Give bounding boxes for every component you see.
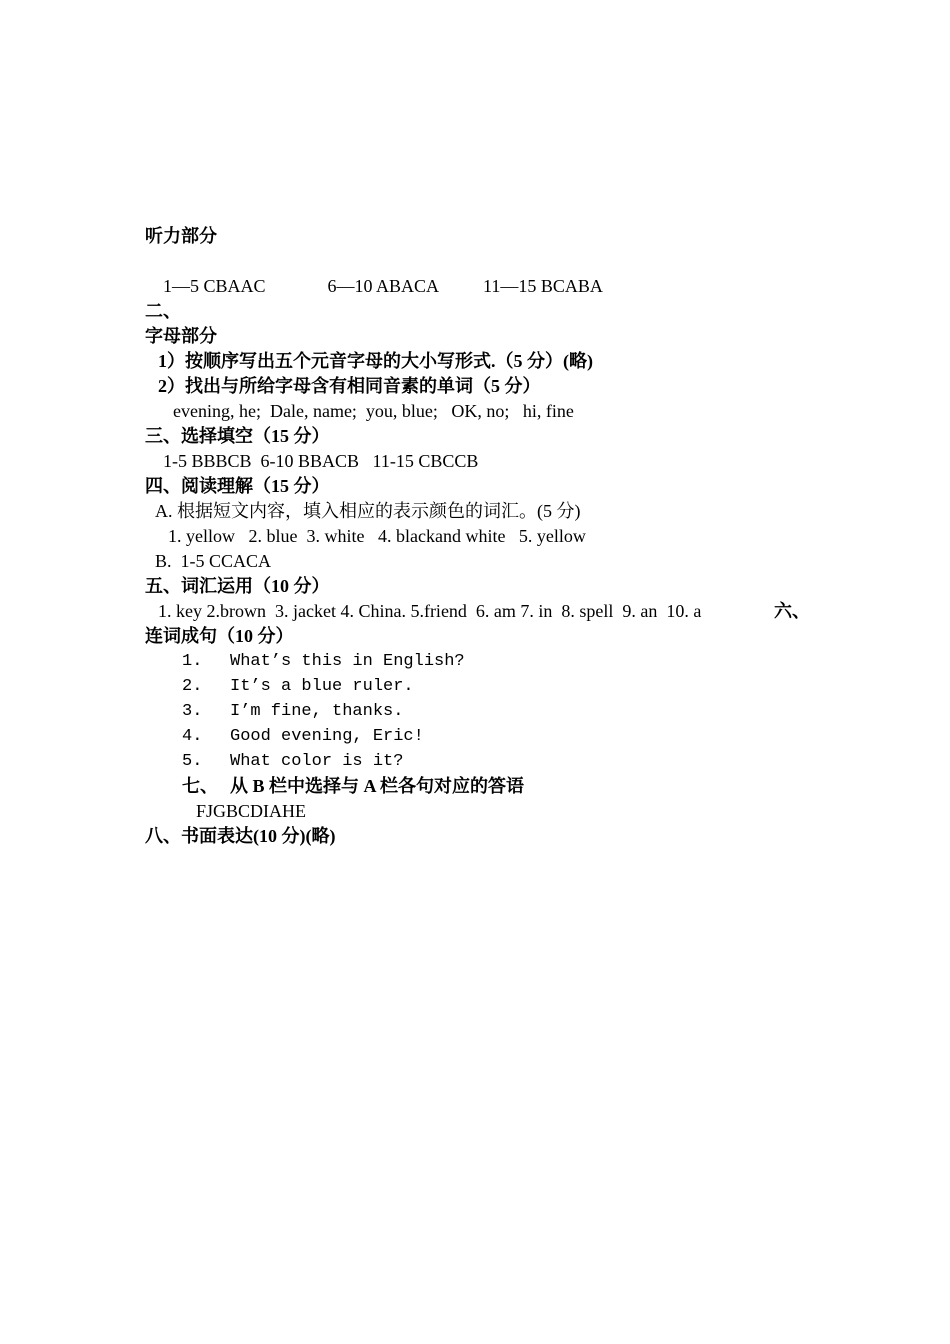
section7-title-line — [182, 774, 524, 799]
section6-heading: 六、 — [774, 601, 810, 621]
item-number: 4. — [182, 727, 203, 746]
section6-item — [182, 649, 465, 674]
section7-number: 七、 — [182, 776, 218, 796]
section2-q1: 1）按顺序写出五个元音字母的大小写形式.（5 分）(略) — [158, 351, 593, 371]
section4-title: 四、阅读理解（15 分） — [145, 476, 330, 496]
item-number: 2. — [182, 677, 203, 696]
section4-partB: B. 1-5 CCACA — [155, 551, 272, 571]
section6-item — [182, 749, 403, 774]
section8-title: 八、书面表达(10 分)(略) — [145, 826, 336, 846]
section3-title: 三、选择填空（15 分） — [145, 426, 330, 446]
item-text: It’s a blue ruler. — [230, 677, 414, 696]
listening-answer-3: 11—15 BCABA — [483, 276, 603, 296]
section2-heading: 二、 — [145, 301, 181, 321]
section7-answers: FJGBCDIAHE — [196, 801, 307, 821]
section6-title: 连词成句（10 分） — [145, 626, 294, 646]
section4-partA-answers: 1. yellow 2. blue 3. white 4. blackand white 5. yellow — [168, 526, 586, 546]
item-number: 5. — [182, 752, 203, 771]
section6-item — [182, 674, 414, 699]
section7-title: 从 B 栏中选择与 A 栏各句对应的答语 — [230, 776, 525, 796]
item-text: What’s this in English? — [230, 652, 465, 671]
section5-answers: 1. key 2.brown 3. jacket 4. China. 5.friend 6. am 7. in 8. spell 9. an 10. a — [158, 601, 702, 621]
item-text: What color is it? — [230, 752, 404, 771]
section2-title: 字母部分 — [145, 326, 217, 346]
section2-q2-answers: evening, he; Dale, name; you, blue; OK, no; hi, fine — [173, 401, 574, 421]
listening-title: 听力部分 — [145, 226, 217, 246]
item-text: Good evening, Eric! — [230, 727, 424, 746]
section6-item — [182, 699, 403, 724]
section2-q2: 2）找出与所给字母含有相同音素的单词（5 分） — [158, 376, 541, 396]
item-number: 3. — [182, 702, 203, 721]
listening-answers — [145, 249, 603, 324]
listening-answer-1: 1—5 CBAAC — [163, 276, 266, 296]
item-number: 1. — [182, 652, 203, 671]
item-text: I’m fine, thanks. — [230, 702, 404, 721]
section6-item — [182, 724, 424, 749]
section3-answers: 1-5 BBBCB 6-10 BBACB 11-15 CBCCB — [163, 451, 479, 471]
section5-title: 五、词汇运用（10 分） — [145, 576, 330, 596]
listening-answer-2: 6—10 ABACA — [327, 276, 440, 296]
section4-partA: A. 根据短文内容，填入相应的表示颜色的词汇。(5 分) — [155, 501, 581, 521]
